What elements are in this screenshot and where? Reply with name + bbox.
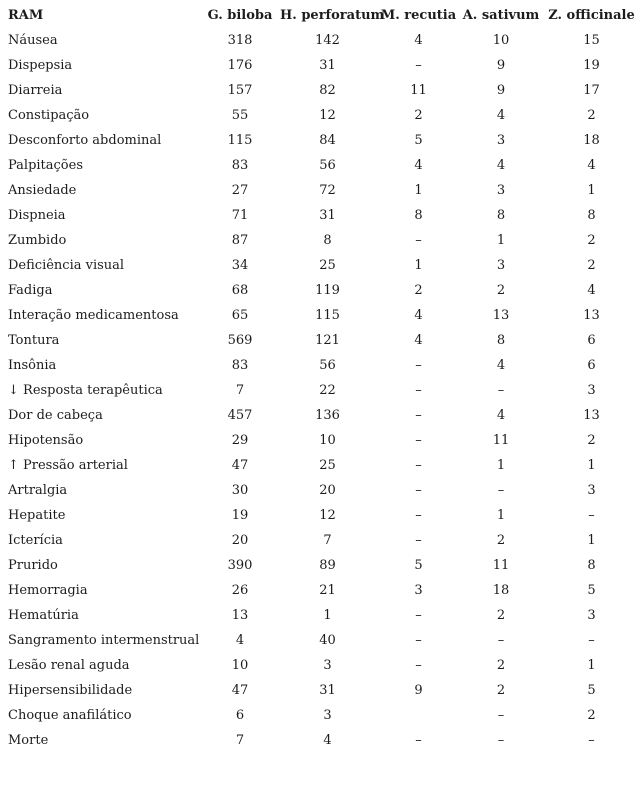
table-row bbox=[8, 453, 643, 478]
value-cell: 2 bbox=[587, 258, 596, 273]
value-cell: – bbox=[415, 433, 422, 448]
ram-label: Hematúria bbox=[8, 608, 79, 623]
value-cell: 1 bbox=[414, 183, 423, 198]
value-cell: 18 bbox=[492, 583, 510, 598]
table-row bbox=[8, 503, 643, 528]
ram-label: Dor de cabeça bbox=[8, 408, 103, 423]
value-cell: 5 bbox=[587, 683, 596, 698]
value-cell: 9 bbox=[414, 683, 423, 698]
value-cell: 318 bbox=[227, 33, 253, 48]
ram-label: Dispepsia bbox=[8, 58, 73, 73]
value-cell: 4 bbox=[587, 158, 596, 173]
value-cell: 8 bbox=[587, 208, 596, 223]
value-cell: – bbox=[497, 708, 505, 723]
value-cell: 18 bbox=[583, 133, 600, 148]
value-cell: 83 bbox=[231, 358, 249, 373]
value-cell: – bbox=[497, 633, 505, 648]
value-cell: – bbox=[415, 608, 422, 623]
value-cell: 1 bbox=[323, 608, 332, 623]
table-row bbox=[8, 628, 643, 653]
value-cell: 71 bbox=[231, 208, 249, 223]
table-row bbox=[8, 303, 643, 328]
table-row bbox=[8, 728, 643, 753]
value-cell: 1 bbox=[587, 458, 596, 473]
value-cell: 11 bbox=[492, 433, 510, 448]
value-cell: 34 bbox=[231, 258, 249, 273]
value-cell: 1 bbox=[496, 508, 506, 523]
value-cell: 19 bbox=[231, 508, 249, 523]
table-row bbox=[8, 253, 643, 278]
value-cell: 68 bbox=[231, 283, 249, 298]
value-cell: 4 bbox=[414, 308, 423, 323]
table-row bbox=[8, 428, 643, 453]
table-row bbox=[8, 328, 643, 353]
value-cell: 31 bbox=[319, 58, 336, 73]
table-row bbox=[8, 378, 643, 403]
value-cell: 29 bbox=[231, 433, 249, 448]
value-cell: 2 bbox=[496, 683, 506, 698]
value-cell: 30 bbox=[231, 483, 249, 498]
value-cell: 65 bbox=[231, 308, 249, 323]
ram-label: Icterícia bbox=[8, 533, 63, 548]
ram-label: Hipersensibilidade bbox=[8, 683, 133, 698]
value-cell: 84 bbox=[319, 133, 336, 148]
ram-label: Constipação bbox=[8, 108, 90, 123]
value-cell: 55 bbox=[231, 108, 249, 123]
value-cell: 1 bbox=[587, 183, 596, 198]
value-cell: 1 bbox=[496, 458, 506, 473]
value-cell: 2 bbox=[496, 533, 506, 548]
column-header: G. biloba bbox=[207, 8, 273, 23]
value-cell: 119 bbox=[315, 283, 340, 298]
value-cell: 4 bbox=[235, 633, 245, 648]
value-cell: 3 bbox=[496, 133, 506, 148]
value-cell: 3 bbox=[323, 708, 332, 723]
table-row bbox=[8, 603, 643, 628]
value-cell: – bbox=[415, 533, 422, 548]
value-cell: 10 bbox=[231, 658, 249, 673]
value-cell: – bbox=[415, 508, 422, 523]
ram-label: Morte bbox=[8, 733, 49, 748]
value-cell: 12 bbox=[319, 508, 336, 523]
value-cell: 4 bbox=[414, 333, 423, 348]
value-cell: 136 bbox=[315, 408, 340, 423]
ram-label: Diarreia bbox=[8, 83, 63, 98]
value-cell: 10 bbox=[492, 33, 510, 48]
ram-label: Hepatite bbox=[8, 508, 66, 523]
value-cell: – bbox=[497, 483, 505, 498]
ram-table bbox=[8, 3, 643, 753]
value-cell: 5 bbox=[414, 133, 423, 148]
ram-label: Fadiga bbox=[8, 283, 53, 298]
value-cell: 121 bbox=[315, 333, 340, 348]
value-cell: – bbox=[497, 383, 505, 398]
value-cell: 9 bbox=[496, 83, 506, 98]
value-cell: 8 bbox=[414, 208, 423, 223]
value-cell: 1 bbox=[587, 533, 596, 548]
value-cell: 1 bbox=[414, 258, 423, 273]
value-cell: 6 bbox=[587, 333, 596, 348]
table-row bbox=[8, 28, 643, 53]
table-row bbox=[8, 678, 643, 703]
value-cell: 2 bbox=[587, 708, 596, 723]
value-cell: 82 bbox=[319, 83, 336, 98]
value-cell: 26 bbox=[231, 583, 249, 598]
value-cell: 4 bbox=[496, 108, 506, 123]
ram-label: Hemorragia bbox=[8, 583, 88, 598]
header-row bbox=[8, 3, 643, 28]
column-header-ram: RAM bbox=[8, 8, 44, 23]
column-header: Z. officinale bbox=[548, 8, 635, 23]
table-row bbox=[8, 53, 643, 78]
value-cell: 20 bbox=[231, 533, 249, 548]
value-cell: 3 bbox=[496, 183, 506, 198]
value-cell: 8 bbox=[587, 558, 596, 573]
table-row bbox=[8, 228, 643, 253]
value-cell: 4 bbox=[496, 158, 506, 173]
value-cell: 2 bbox=[496, 658, 506, 673]
ram-label: Náusea bbox=[8, 33, 58, 48]
value-cell: 17 bbox=[583, 83, 600, 98]
value-cell: – bbox=[415, 733, 422, 748]
ram-label: Deficiência visual bbox=[8, 258, 125, 273]
table-row bbox=[8, 353, 643, 378]
ram-label: Insônia bbox=[8, 358, 57, 373]
ram-label: Tontura bbox=[8, 333, 60, 348]
value-cell: 13 bbox=[583, 308, 600, 323]
ram-label: Interação medicamentosa bbox=[8, 308, 179, 323]
value-cell: 142 bbox=[315, 33, 340, 48]
value-cell: 4 bbox=[414, 33, 423, 48]
table-row bbox=[8, 103, 643, 128]
value-cell: 569 bbox=[227, 333, 253, 348]
ram-label: ↓ Resposta terapêutica bbox=[8, 383, 163, 398]
value-cell: 56 bbox=[319, 358, 336, 373]
value-cell: 87 bbox=[231, 233, 249, 248]
table-row bbox=[8, 128, 643, 153]
value-cell: 3 bbox=[587, 608, 596, 623]
value-cell: 12 bbox=[319, 108, 336, 123]
value-cell: 5 bbox=[414, 558, 423, 573]
table-row bbox=[8, 478, 643, 503]
ram-label: Desconforto abdominal bbox=[8, 133, 162, 148]
value-cell: 4 bbox=[496, 358, 506, 373]
value-cell: – bbox=[415, 658, 422, 673]
value-cell: 13 bbox=[492, 308, 510, 323]
value-cell: – bbox=[415, 458, 422, 473]
ram-label: Palpitações bbox=[8, 158, 83, 173]
value-cell: 1 bbox=[496, 233, 506, 248]
table-row bbox=[8, 703, 643, 728]
value-cell: 2 bbox=[414, 108, 423, 123]
value-cell: 13 bbox=[231, 608, 249, 623]
value-cell: 31 bbox=[319, 208, 336, 223]
ram-label: Lesão renal aguda bbox=[8, 658, 130, 673]
value-cell: 3 bbox=[496, 258, 506, 273]
ram-label: Prurido bbox=[8, 558, 58, 573]
table-row bbox=[8, 203, 643, 228]
value-cell: 7 bbox=[235, 733, 245, 748]
value-cell: 2 bbox=[496, 608, 506, 623]
value-cell: 22 bbox=[319, 383, 336, 398]
value-cell: – bbox=[415, 483, 422, 498]
value-cell: 4 bbox=[496, 408, 506, 423]
value-cell: 72 bbox=[319, 183, 336, 198]
value-cell: 8 bbox=[496, 208, 506, 223]
value-cell: 2 bbox=[587, 233, 596, 248]
value-cell: 3 bbox=[323, 658, 332, 673]
value-cell bbox=[375, 703, 462, 728]
value-cell: – bbox=[588, 733, 595, 748]
column-header: H. perforatum bbox=[280, 8, 385, 23]
ram-label: ↑ Pressão arterial bbox=[8, 458, 128, 473]
value-cell: 2 bbox=[496, 283, 506, 298]
ram-label: Artralgia bbox=[8, 483, 68, 498]
value-cell: 3 bbox=[414, 583, 423, 598]
value-cell: 8 bbox=[496, 333, 506, 348]
ram-label: Dispneia bbox=[8, 208, 66, 223]
value-cell: – bbox=[415, 233, 422, 248]
value-cell: 19 bbox=[583, 58, 600, 73]
value-cell: – bbox=[415, 358, 422, 373]
value-cell: 6 bbox=[235, 708, 245, 723]
value-cell: 47 bbox=[231, 458, 249, 473]
value-cell: 176 bbox=[227, 58, 253, 73]
column-header: M. recutia bbox=[380, 8, 457, 23]
value-cell: – bbox=[497, 733, 505, 748]
table-row bbox=[8, 578, 643, 603]
value-cell: 10 bbox=[319, 433, 336, 448]
value-cell: 4 bbox=[587, 283, 596, 298]
value-cell: 56 bbox=[319, 158, 336, 173]
value-cell: 7 bbox=[323, 533, 332, 548]
table-row bbox=[8, 553, 643, 578]
table-row bbox=[8, 278, 643, 303]
table-row bbox=[8, 178, 643, 203]
value-cell: 1 bbox=[587, 658, 596, 673]
ram-label: Choque anafilático bbox=[8, 708, 132, 723]
value-cell: 47 bbox=[231, 683, 249, 698]
table-body bbox=[8, 28, 643, 753]
table-row bbox=[8, 153, 643, 178]
ram-label: Ansiedade bbox=[8, 183, 77, 198]
value-cell: 21 bbox=[319, 583, 336, 598]
table-row bbox=[8, 653, 643, 678]
value-cell: 7 bbox=[235, 383, 245, 398]
table-row bbox=[8, 78, 643, 103]
value-cell: – bbox=[415, 58, 422, 73]
value-cell: 25 bbox=[319, 258, 336, 273]
value-cell: 25 bbox=[319, 458, 336, 473]
value-cell: 13 bbox=[583, 408, 600, 423]
table-row bbox=[8, 528, 643, 553]
value-cell: 40 bbox=[319, 633, 336, 648]
value-cell: 4 bbox=[323, 733, 332, 748]
value-cell: – bbox=[588, 633, 595, 648]
value-cell: 2 bbox=[587, 433, 596, 448]
value-cell: – bbox=[415, 633, 422, 648]
value-cell: 89 bbox=[319, 558, 336, 573]
value-cell: 11 bbox=[410, 83, 427, 98]
value-cell: 11 bbox=[492, 558, 510, 573]
value-cell: 8 bbox=[323, 233, 332, 248]
value-cell: – bbox=[588, 508, 595, 523]
value-cell: 20 bbox=[319, 483, 336, 498]
value-cell: 5 bbox=[587, 583, 596, 598]
value-cell: 3 bbox=[587, 383, 596, 398]
value-cell: 83 bbox=[231, 158, 249, 173]
value-cell: 115 bbox=[227, 133, 253, 148]
value-cell: 3 bbox=[587, 483, 596, 498]
ram-label: Hipotensão bbox=[8, 433, 84, 448]
ram-label: Sangramento intermenstrual bbox=[8, 633, 200, 648]
value-cell: – bbox=[415, 408, 422, 423]
value-cell: 115 bbox=[315, 308, 340, 323]
value-cell: 4 bbox=[414, 158, 423, 173]
value-cell: 457 bbox=[227, 408, 253, 423]
table-row bbox=[8, 403, 643, 428]
value-cell: 390 bbox=[227, 558, 253, 573]
ram-label: Zumbido bbox=[8, 233, 67, 248]
value-cell: 6 bbox=[587, 358, 596, 373]
value-cell: – bbox=[415, 383, 422, 398]
value-cell: 27 bbox=[231, 183, 249, 198]
value-cell: 9 bbox=[496, 58, 506, 73]
value-cell: 31 bbox=[319, 683, 336, 698]
value-cell: 157 bbox=[227, 83, 253, 98]
value-cell: 15 bbox=[583, 33, 600, 48]
value-cell: 2 bbox=[587, 108, 596, 123]
value-cell: 2 bbox=[414, 283, 423, 298]
column-header: A. sativum bbox=[462, 8, 540, 23]
